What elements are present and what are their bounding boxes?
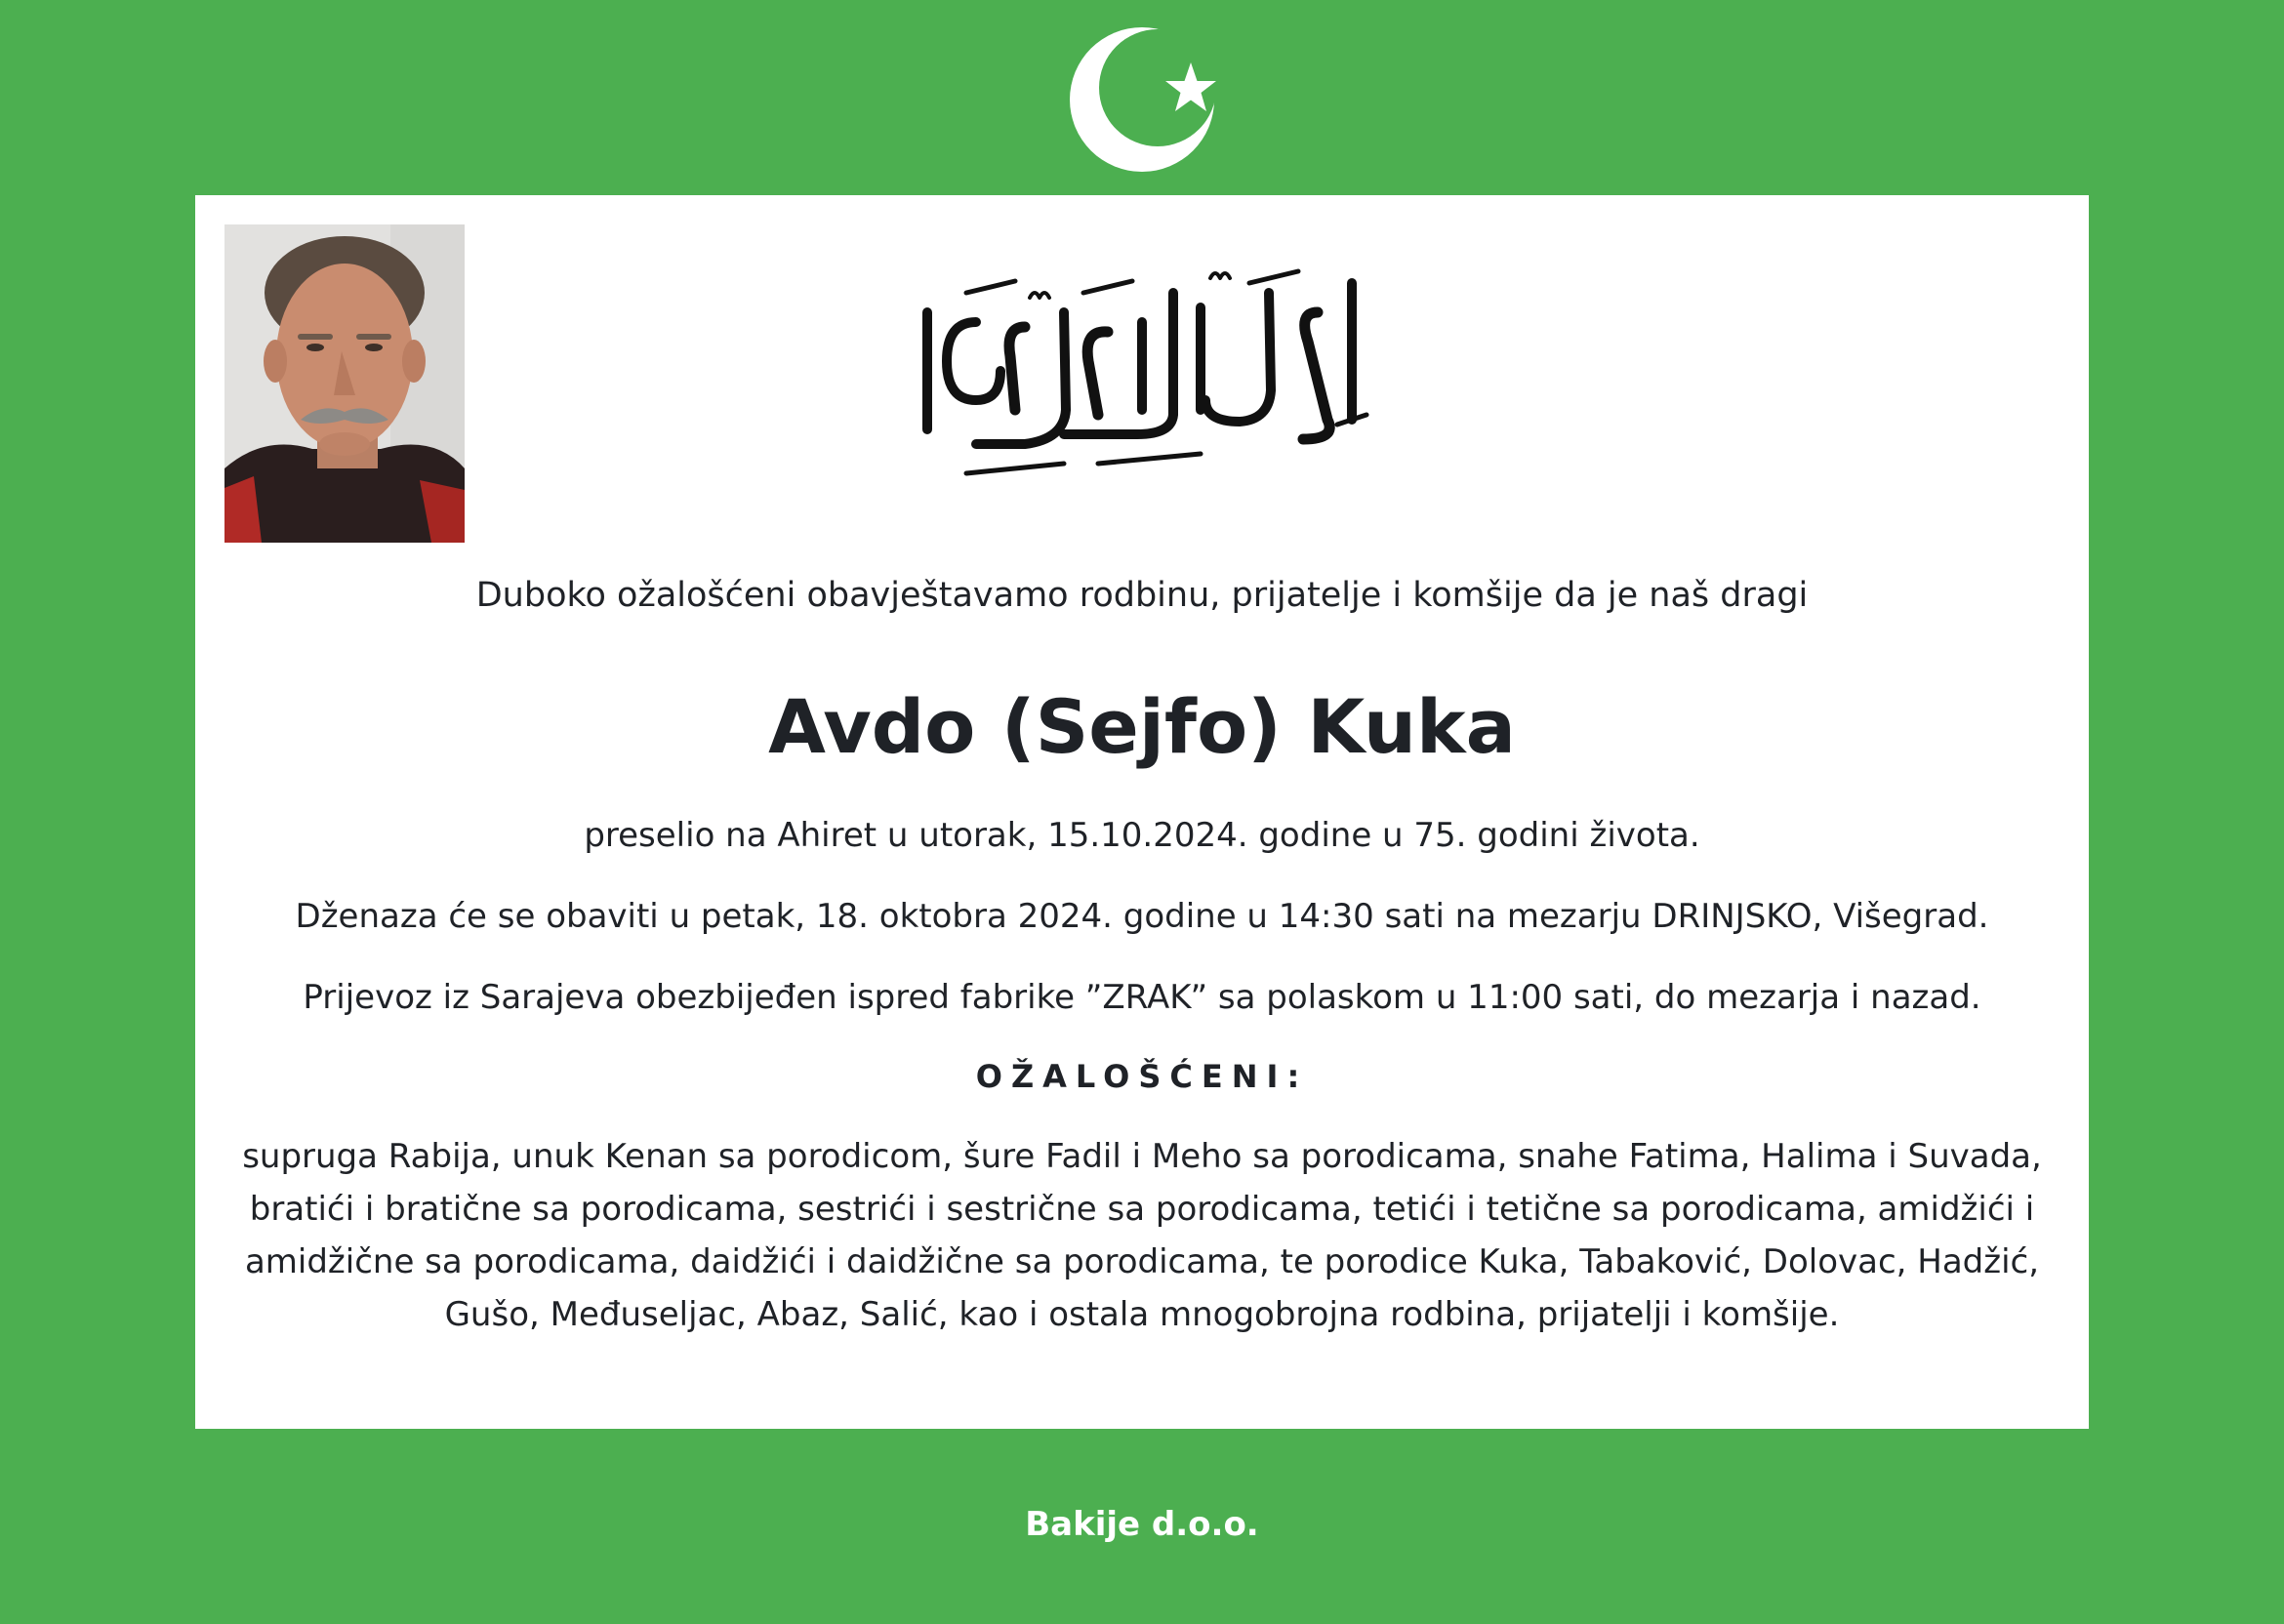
- obituary-card: [195, 195, 2089, 1429]
- intro-text: Duboko ožalošćeni obavještavamo rodbinu, prijatelje i komšije da je naš dragi: [475, 576, 1809, 615]
- deceased-name: Avdo (Sejfo) Kuka: [768, 683, 1516, 770]
- company-name: Bakije d.o.o.: [1025, 1505, 1259, 1544]
- transport-info-text: Prijevoz iz Sarajeva obezbijeđen ispred fabrike ”ZRAK” sa polaskom u 11:00 sati, do mezarja i nazad.: [303, 978, 1981, 1017]
- portrait-photo: [224, 224, 465, 543]
- funeral-info-text: Dženaza će se obaviti u petak, 18. oktobra 2024. godine u 14:30 sati na mezarju DRINJSKO, Višegrad.: [295, 897, 1989, 936]
- arabic-calligraphy-icon: [908, 254, 1376, 488]
- crescent-star-icon: [1054, 21, 1230, 178]
- death-date-text: preselio na Ahiret u utorak, 15.10.2024. godine u 75. godini života.: [584, 816, 1700, 855]
- mourners-heading: OŽALOŠĆENI:: [975, 1058, 1309, 1095]
- mourners-list: supruga Rabija, unuk Kenan sa porodicom, šure Fadil i Meho sa porodicama, snahe Fatima, Halima i Suvada, bratići i bratične sa porodicama, sestrići i sestrične sa porodicama, tetići i tetične sa porodicama, amidžići i amidžične sa porodicama, daidžići i daidžične sa porodicama, te porodice Kuka, Tabaković, Dolovac, Hadžić, Gušo, Međuseljac, Abaz, Salić, kao i ostala mnogobrojna rodbina, prijatelji i komšije.: [242, 1137, 2042, 1334]
